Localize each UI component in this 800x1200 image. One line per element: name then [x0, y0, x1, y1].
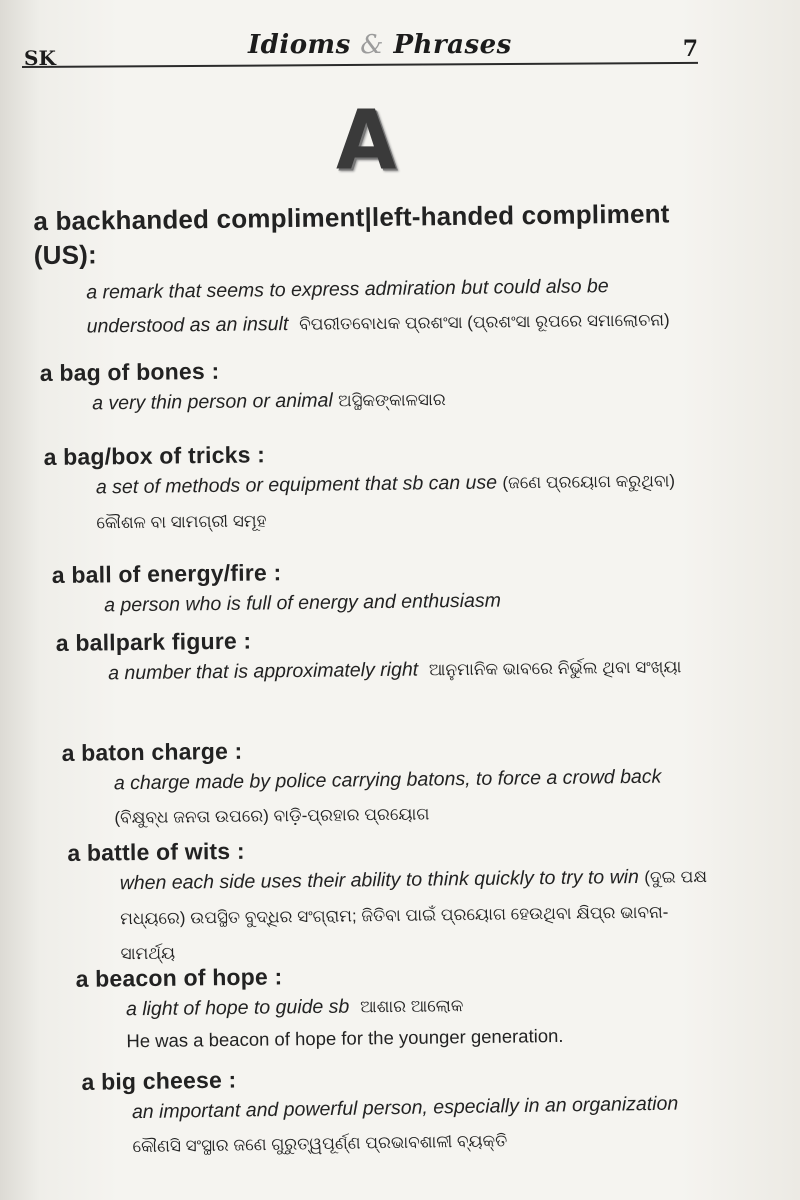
entry-example: He was a beacon of hope for the younger generation.: [126, 1024, 564, 1052]
entry-term: a battle of wits :: [67, 837, 245, 866]
entry: [81, 1059, 712, 1165]
entry-odia: ଆଶାର ଆଲୋକ: [360, 996, 464, 1017]
entry: [52, 554, 713, 623]
entry-term: a ball of energy/fire :: [51, 559, 282, 589]
entry-odia: କୌଣସି ସଂସ୍ଥାର ଜଣେ ଗୁରୁତ୍ୱପୂର୍ଣ୍ଣ ପ୍ରଭାବଶାଳୀ ବ୍ୟକ୍ତି: [132, 1131, 508, 1157]
entry-term: a ballpark figure :: [55, 627, 252, 656]
entry-definition-text: a set of methods or equipment that sb can use: [95, 471, 498, 499]
entry-definition: [104, 581, 712, 622]
entry-odia: (ବିକ୍ଷୁବ୍ଧ ଜନତା ଉପରେ) ବାଡ଼ି-ପ୍ରହାର ପ୍ରୟୋଗ: [114, 804, 430, 828]
entry: [75, 958, 716, 1056]
entry-definition-text: a number that is approximately right: [108, 658, 419, 685]
entry: [67, 832, 714, 972]
entry-definition-text: a charge made by police carrying batons, to force a crowd back: [113, 765, 662, 795]
entry-odia: (ଜଣେ ପ୍ରୟୋଗ କରୁଥିବା) କୌଶଳ ବା ସାମଗ୍ରୀ ସମୂହ: [96, 471, 676, 533]
entry: [33, 196, 715, 345]
header-left-label: SK: [24, 46, 56, 70]
entry-definition: [120, 859, 714, 971]
entry-definition-text: a person who is full of energy and enthusiasm: [104, 589, 502, 617]
header-title-amp: &: [360, 30, 384, 60]
entry-definition-text: a light of hope to guide sb: [125, 995, 350, 1021]
entry-term: a beacon of hope :: [75, 963, 283, 992]
section-letter: A: [336, 93, 397, 189]
entry-term: a bag/box of tricks :: [43, 441, 266, 471]
entry-definition-text: a very thin person or animal: [92, 389, 333, 415]
entry-odia: (ଦୁଇ ପକ୍ଷ ମଧ୍ୟରେ) ଉପସ୍ଥିତ ବୁଦ୍ଧିର ସଂଗ୍ରାମ; ଜିତିବା ପାଇଁ ପ୍ରୟୋଗ ହେଉଥିବା କ୍ଷିପ୍ର ଭାବନା-ସାମର୍ଥ୍ୟ: [120, 867, 708, 964]
header-title-part2: Phrases: [393, 30, 512, 60]
entry-definition-text: an important and powerful person, especially in an organization: [131, 1092, 679, 1124]
header-title-part1: Idioms: [248, 30, 351, 60]
entry-term: a backhanded compliment|left-handed compliment (US):: [33, 198, 670, 271]
entry-term: a bag of bones :: [39, 357, 220, 387]
entry-definition: [92, 379, 700, 421]
entry-odia: ଆନୁମାନିକ ଭାବରେ ନିର୍ଭୁଲ ଥିବା ସଂଖ୍ୟା: [428, 657, 682, 680]
entry-definition: [86, 268, 707, 345]
entry: [40, 352, 701, 422]
entry-definition-text: a remark that seems to express admiration but could also be understood as an insult: [86, 275, 609, 338]
entry: [56, 622, 707, 692]
entry-term: a big cheese :: [81, 1066, 237, 1095]
entry-term: a baton charge :: [61, 737, 243, 766]
page-number: 7: [682, 36, 698, 62]
entry-odia: ଅସ୍ଥିକଙ୍କାଳସାର: [338, 390, 446, 411]
entry-definition: [114, 759, 713, 835]
entry: [61, 732, 712, 836]
entry-odia: ବିପରୀତବୋଧକ ପ୍ରଶଂସା (ପ୍ରଶଂସା ରୂପରେ ସମାଲୋଚନା): [299, 310, 670, 334]
entry-definition: [96, 463, 705, 540]
entry-definition-text: when each side uses their ability to think quickly to try to win: [119, 865, 640, 895]
entry: [43, 436, 704, 541]
entry-definition: [108, 649, 706, 691]
